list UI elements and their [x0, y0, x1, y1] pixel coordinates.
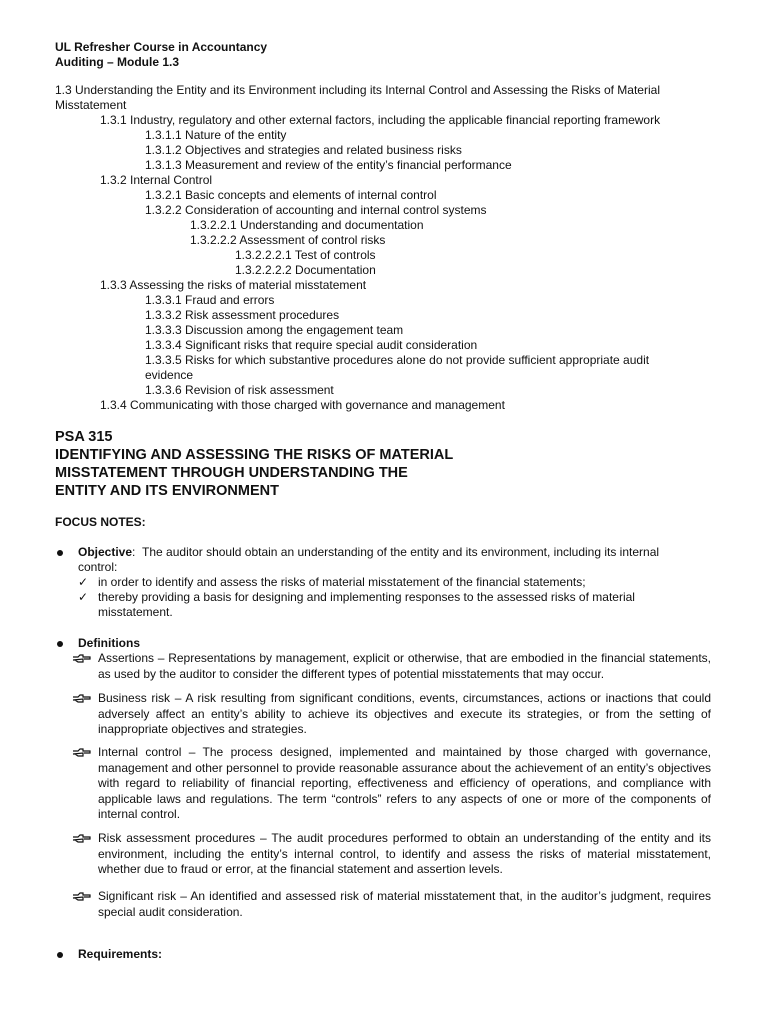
- toc-item: 1.3.3 Assessing the risks of material misstatement: [100, 278, 367, 292]
- bullet-icon: [57, 550, 63, 556]
- pointing-hand-icon: [72, 834, 92, 844]
- definition-item: Risk assessment procedures – The audit procedures performed to obtain an understanding of the entity and its environment, including the entity’s internal control, to identify and assess the risks of material misstatement, whether due to fraud or error, at the financial statement and assertion levels.: [98, 831, 711, 876]
- objective-label: Objective: [78, 545, 133, 559]
- toc-item: 1.3.3.6 Revision of risk assessment: [145, 383, 334, 397]
- psa-number: PSA 315: [55, 429, 113, 445]
- objective-line: Objective: The auditor should obtain an understanding of the entity and its environment, including its internal: [78, 545, 660, 559]
- bullet-icon: [57, 952, 63, 958]
- toc-item: 1.3.1.3 Measurement and review of the entity’s financial performance: [145, 158, 512, 172]
- toc-item: 1.3.1 Industry, regulatory and other external factors, including the applicable financial reporting framework: [100, 113, 661, 127]
- pointing-hand-icon: [72, 694, 92, 704]
- objective-check-item: thereby providing a basis for designing and implementing responses to the assessed risks of material: [98, 590, 635, 604]
- objective-text-cont: control:: [78, 560, 118, 574]
- pointing-hand-icon: [72, 654, 92, 664]
- toc-item: 1.3.1.2 Objectives and strategies and related business risks: [145, 143, 462, 157]
- toc-intro-line: Misstatement: [55, 98, 127, 112]
- toc-item: 1.3.3.3 Discussion among the engagement team: [145, 323, 404, 337]
- pointing-hand-icon: [72, 892, 92, 902]
- toc-item: 1.3.2.2 Consideration of accounting and internal control systems: [145, 203, 487, 217]
- toc-item: 1.3.2.2.2.2 Documentation: [235, 263, 376, 277]
- objective-check-item: misstatement.: [98, 605, 173, 619]
- toc-item: 1.3.1.1 Nature of the entity: [145, 128, 287, 142]
- course-title: UL Refresher Course in Accountancy: [55, 40, 268, 54]
- toc-item: 1.3.2.2.1 Understanding and documentation: [190, 218, 424, 232]
- toc-item: 1.3.3.5 Risks for which substantive procedures alone do not provide sufficient appropriate audit: [145, 353, 650, 367]
- objective-text: The auditor should obtain an understanding of the entity and its environment, including its internal: [142, 545, 660, 559]
- bullet-icon: [57, 641, 63, 647]
- toc-item: 1.3.4 Communicating with those charged with governance and management: [100, 398, 505, 412]
- psa-title: ENTITY AND ITS ENVIRONMENT: [55, 483, 279, 499]
- toc-item: 1.3.3.4 Significant risks that require special audit consideration: [145, 338, 478, 352]
- definition-item: Significant risk – An identified and assessed risk of material misstatement that, in the auditor’s judgment, requires special audit consideration.: [98, 889, 711, 919]
- toc-item: 1.3.3.1 Fraud and errors: [145, 293, 275, 307]
- toc-intro-line: 1.3 Understanding the Entity and its Environment including its Internal Control and Assessing the Risks of Material: [55, 83, 660, 97]
- checkmark-icon: ✓: [78, 575, 89, 589]
- psa-title: IDENTIFYING AND ASSESSING THE RISKS OF MATERIAL: [55, 447, 454, 463]
- objective-check-item: in order to identify and assess the risks of material misstatement of the financial statements;: [98, 575, 586, 589]
- toc-item: 1.3.2.2.2 Assessment of control risks: [190, 233, 386, 247]
- definition-item: Business risk – A risk resulting from significant conditions, events, circumstances, actions or inactions that could adversely affect an entity’s ability to achieve its objectives and execute its strategies, or from the setting of inappropriate objectives and strategies.: [98, 691, 711, 736]
- toc-item: 1.3.2.1 Basic concepts and elements of internal control: [145, 188, 437, 202]
- definition-item: Internal control – The process designed, implemented and maintained by those charged with governance, management and other personnel to provide reasonable assurance about the achievement of an entity’s objectives with regard to reliability of financial reporting, effectiveness and efficiency of operations, and compliance with applicable laws and regulations. The term “controls” refers to any aspects of one or more of the components of internal control.: [98, 745, 711, 821]
- toc-item: 1.3.2 Internal Control: [100, 173, 213, 187]
- toc-item: 1.3.3.2 Risk assessment procedures: [145, 308, 340, 322]
- definitions-label: Definitions: [78, 636, 140, 650]
- definition-item: Assertions – Representations by management, explicit or otherwise, that are embodied in the financial statements, as used by the auditor to consider the different types of potential misstatements that may occur.: [98, 651, 711, 681]
- requirements-label: Requirements:: [78, 947, 163, 961]
- pointing-hand-icon: [72, 748, 92, 758]
- focus-notes-heading: FOCUS NOTES:: [55, 515, 146, 529]
- toc-item: evidence: [145, 368, 194, 382]
- toc-item: 1.3.2.2.2.1 Test of controls: [235, 248, 376, 262]
- checkmark-icon: ✓: [78, 590, 89, 604]
- module-title: Auditing – Module 1.3: [55, 55, 180, 69]
- psa-title: MISSTATEMENT THROUGH UNDERSTANDING THE: [55, 465, 408, 481]
